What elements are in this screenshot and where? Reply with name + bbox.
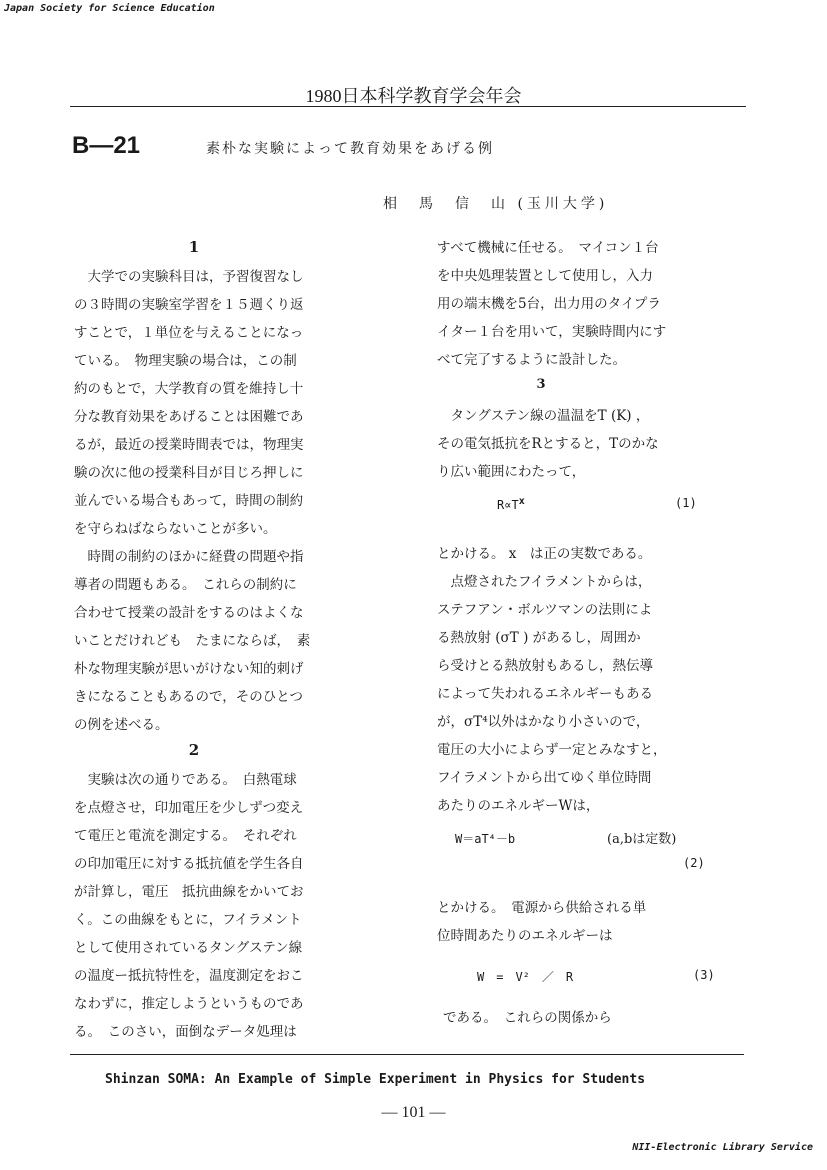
right-column <box>437 232 747 1042</box>
text-line: て電圧と電流を測定する。 それぞれ <box>74 828 297 844</box>
text-line: を中央処理装置として使用し，入力 <box>437 268 653 284</box>
text-line: フイラメントから出てゆく単位時間 <box>437 770 652 786</box>
text-line: イター１台を用いて，実験時間内にす <box>437 324 667 340</box>
text-line: の温度ー抵抗特性を，温度測定をおこ <box>74 968 304 984</box>
equation-1-number: (1) <box>675 496 697 510</box>
closing-line: である。 これらの関係から <box>443 1010 612 1026</box>
text-line: いことだけれども たまにならば， 素 <box>74 633 311 649</box>
text-line: 約のもとで，大学教育の質を維持し十 <box>74 381 304 397</box>
text-line: の例を述べる。 <box>74 717 169 733</box>
equation-2-number: (2) <box>683 856 705 870</box>
text-line: きになることもあるので，そのひとつ <box>74 689 303 705</box>
section-number-1: 1 <box>188 238 200 256</box>
section-number-3: 3 <box>536 377 546 392</box>
text-line: を守らねばならないことが多い。 <box>74 521 277 537</box>
text-line: を点燈させ，印加電圧を少しずつ変え <box>74 800 304 816</box>
text-line: 験の次に他の授業科目が目じろ押しに <box>74 465 304 481</box>
equation-2-note: (a,bは定数) <box>607 832 677 847</box>
text-line: として使用されているタングステン線 <box>74 940 303 956</box>
text-line: 点燈されたフイラメントからは， <box>437 574 652 590</box>
text-line: すべて機械に任せる。 マイコン１台 <box>437 240 659 256</box>
equation-3-number: (3) <box>693 968 715 982</box>
text-line: 朴な物理実験が思いがけない知的刺げ <box>74 661 304 677</box>
text-line: とかける。 電源から供給される単 <box>437 900 647 916</box>
text-line: その電気抵抗をRとすると，Tのかな <box>437 436 659 452</box>
text-line: が，σT⁴以外はかなり小さいので， <box>437 714 650 730</box>
english-title: Shinzan SOMA: An Example of Simple Experiment in Physics for Students <box>105 1072 646 1087</box>
text-line: る熱放射 (σT ) があるし，周囲か <box>437 630 641 646</box>
text-line: の印加電圧に対する抵抗値を学生各自 <box>74 856 304 872</box>
text-line: ている。 物理実験の場合は，この制 <box>74 353 297 369</box>
text-line: 用の端末機を5台，出力用のタイプラ <box>437 296 661 312</box>
article-title: 素朴な実験によって教育効果をあげる例 <box>206 141 494 157</box>
text-line: り広い範囲にわたって， <box>437 464 586 480</box>
equation-3: W = V² ／ R <box>477 970 574 984</box>
header-rule <box>70 106 746 107</box>
journal-title: 1980日本科学教育学会年会 <box>305 86 522 106</box>
text-line: 電圧の大小によらず一定とみなすと， <box>437 742 667 758</box>
text-line: 位時間あたりのエネルギーは <box>437 928 613 944</box>
text-line: く。この曲線をもとに，フイラメント <box>74 912 302 928</box>
text-line: 導者の問題もある。 これらの制約に <box>74 577 297 593</box>
society-header: Japan Society for Science Education <box>4 3 215 14</box>
text-line: すことで，１単位を与えることになっ <box>74 325 304 341</box>
equation-1-body: R∝T <box>497 498 519 512</box>
page-number: — 101 — <box>381 1104 446 1121</box>
text-line: が計算し，電圧 抵抗曲線をかいてお <box>74 884 304 900</box>
text-line: なわずに，推定しようというものであ <box>74 996 304 1012</box>
text-line: 分な教育効果をあげることは困難であ <box>74 409 304 425</box>
article-author: 相 馬 信 山 (玉川大学) <box>383 196 609 212</box>
library-footer: NII-Electronic Library Service <box>632 1142 813 1153</box>
equation-1-exponent: x <box>518 496 525 507</box>
footer-rule <box>70 1054 744 1055</box>
text-line: 時間の制約のほかに経費の問題や指 <box>74 549 304 565</box>
text-line: タングステン線の温温をT (K) ， <box>437 408 650 424</box>
text-line: る。 このさい，面倒なデータ処理は <box>74 1024 297 1040</box>
text-line: とかける。 x は正の実数である。 <box>437 546 652 562</box>
text-line: 並んでいる場合もあって，時間の制約 <box>74 493 304 509</box>
left-column <box>74 232 394 1042</box>
text-line: べて完了するように設計した。 <box>437 352 626 368</box>
text-line: 大学での実験科目は，予習復習なし <box>74 269 304 285</box>
equation-2: W＝aT⁴－b <box>455 832 516 846</box>
text-line: あたりのエネルギーWは， <box>437 798 600 814</box>
text-line: 実験は次の通りである。 白熱電球 <box>74 772 297 788</box>
text-line: の３時間の実験室学習を１５週くり返 <box>74 297 304 313</box>
text-line: によって失われるエネルギーもある <box>437 686 653 702</box>
text-line: 合わせて授業の設計をするのはよくな <box>74 605 304 621</box>
text-line: ステフアン・ボルツマンの法則によ <box>437 602 653 618</box>
text-line: ら受けとる熱放射もあるし，熱伝導 <box>437 658 653 674</box>
section-number-2: 2 <box>188 741 200 759</box>
text-line: るが，最近の授業時間表では，物理実 <box>74 437 304 453</box>
article-code: B—21 <box>72 132 141 159</box>
equation-1 <box>497 496 525 512</box>
